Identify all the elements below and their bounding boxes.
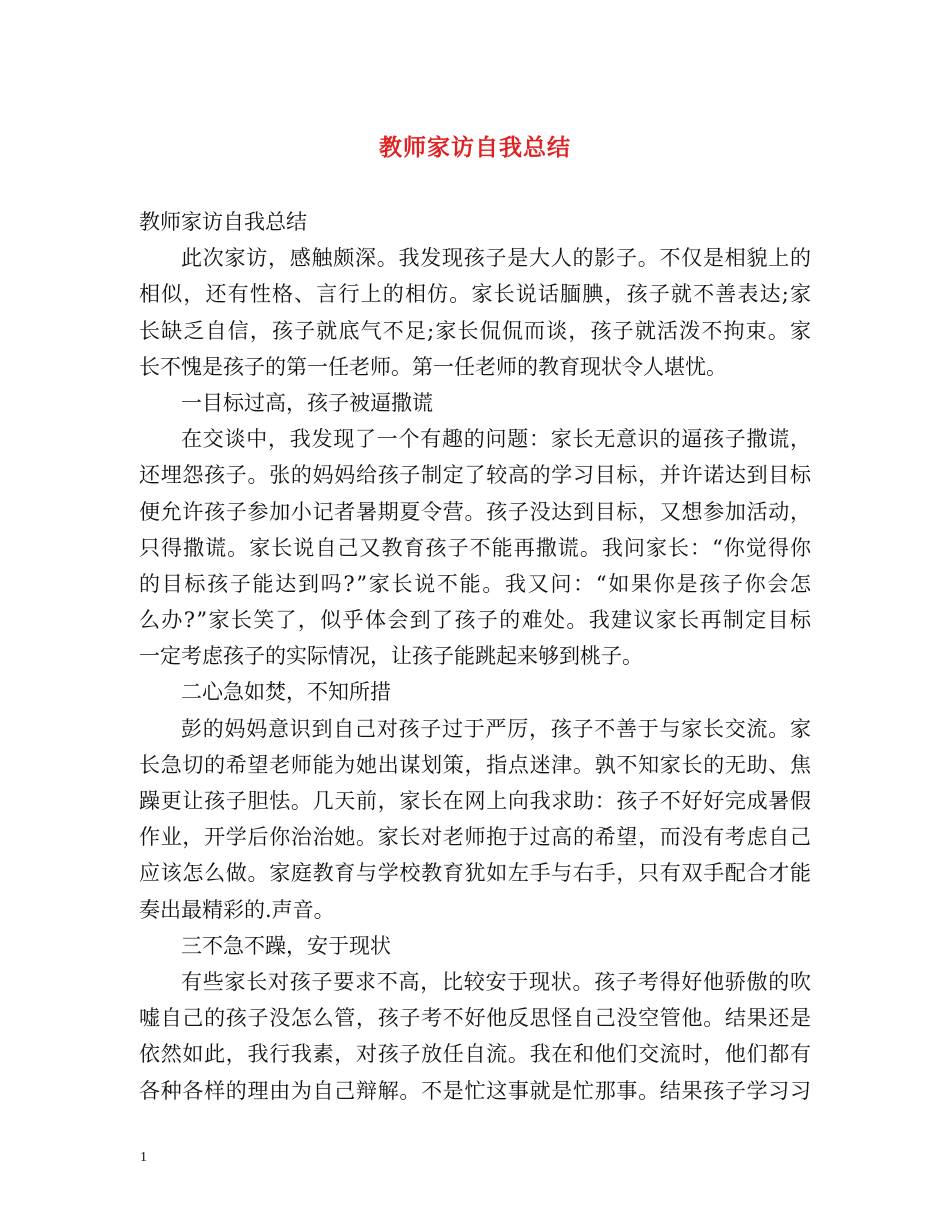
document-body <box>139 204 811 1109</box>
text-line: 各种各样的理由为自己辩解。不是忙这事就是忙那事。结果孩子学习习 <box>139 1078 812 1103</box>
text-line: 一定考虑孩子的实际情况，让孩子能跳起来够到桃子。 <box>139 644 643 669</box>
text-line: 作业，开学后你治治她。家长对老师抱于过高的希望，而没有考虑自己 <box>139 825 812 850</box>
text-line: 长缺乏自信，孩子就底气不足;家长侃侃而谈，孩子就活泼不拘束。家 <box>139 318 813 343</box>
text-line: 么办?”家长笑了，似乎体会到了孩子的难处。我建议家长再制定目标 <box>139 608 813 633</box>
text-line: 长不愧是孩子的第一任老师。第一任老师的教育现状令人堪忧。 <box>139 354 727 379</box>
text-line: 此次家访，感触颇深。我发现孩子是大人的影子。不仅是相貌上的 <box>181 246 812 271</box>
text-line: 还埋怨孩子。张的妈妈给孩子制定了较高的学习目标，并许诺达到目标 <box>139 463 812 488</box>
text-line: 只得撒谎。家长说自己又教育孩子不能再撒谎。我问家长：“你觉得你 <box>139 535 813 560</box>
text-line: 教师家访自我总结 <box>139 210 307 234</box>
page-number: 1 <box>140 1150 147 1165</box>
text-line: 长急切的希望老师能为她出谋划策，指点迷津。孰不知家长的无助、焦 <box>139 752 812 777</box>
text-line: 的目标孩子能达到吗?”家长说不能。我又问：“如果你是孩子你会怎 <box>139 571 813 596</box>
text-line: 躁更让孩子胆怯。几天前，家长在网上向我求助：孩子不好好完成暑假 <box>139 789 812 813</box>
text-line: 一目标过高，孩子被逼撒谎 <box>181 390 433 415</box>
text-line: 便允许孩子参加小记者暑期夏令营。孩子没达到目标，又想参加活动， <box>139 499 812 524</box>
text-line: 相似，还有性格、言行上的相仿。家长说话腼腆，孩子就不善表达;家 <box>139 282 813 307</box>
text-line: 在交谈中，我发现了一个有趣的问题：家长无意识的逼孩子撒谎， <box>181 427 812 452</box>
text-line: 奏出最精彩的.声音。 <box>139 897 335 922</box>
text-line: 有些家长对孩子要求不高，比较安于现状。孩子考得好他骄傲的吹 <box>181 969 812 994</box>
text-line: 应该怎么做。家庭教育与学校教育犹如左手与右手，只有双手配合才能 <box>139 861 812 886</box>
text-line: 嘘自己的孩子没怎么管，孩子考不好他反思怪自己没空管他。结果还是 <box>139 1006 812 1031</box>
document-title: 教师家访自我总结 <box>379 134 571 161</box>
text-line: 彭的妈妈意识到自己对孩子过于严厉，孩子不善于与家长交流。家 <box>181 716 812 741</box>
text-line: 三不急不躁，安于现状 <box>181 933 391 958</box>
text-line: 二心急如焚，不知所措 <box>181 680 391 705</box>
text-line: 依然如此，我行我素，对孩子放任自流。我在和他们交流时，他们都有 <box>139 1042 812 1067</box>
